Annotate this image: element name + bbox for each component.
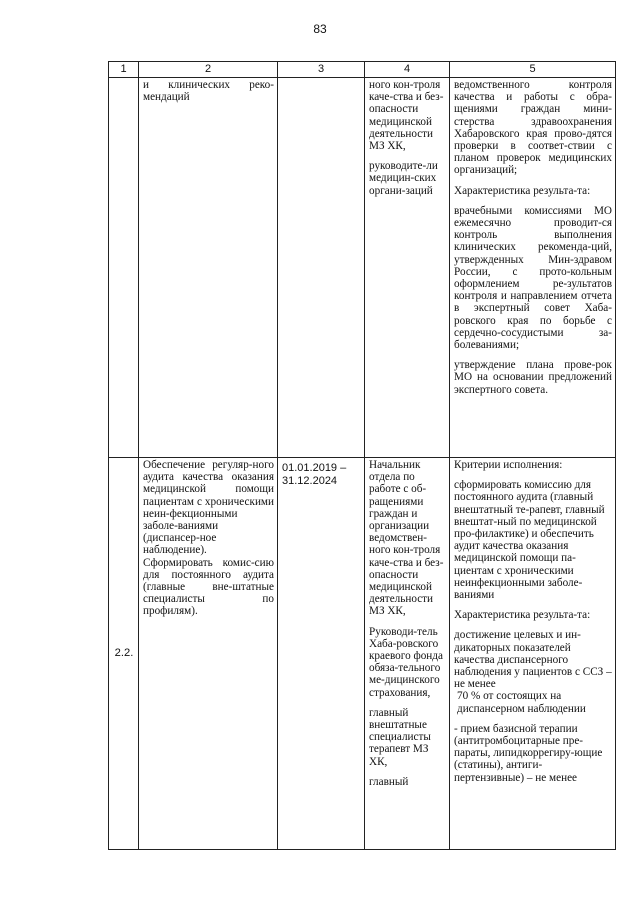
result-text: 70 % от состоящих на диспансерном наблюдении xyxy=(457,690,586,715)
header-cell-3: 3 xyxy=(278,62,365,78)
measure-cell xyxy=(139,458,278,850)
period-cell: 01.01.2019 – 31.12.2024 xyxy=(278,458,365,850)
table-row-continued xyxy=(109,78,616,458)
header-cell-1: 1 xyxy=(109,62,139,78)
result-cell xyxy=(450,458,616,850)
responsible-text: Начальник отдела по работе с об-ращениями граждан и организации ведомствен-ного кон-троля каче-ства и без-опасности медицинской деятельности МЗ ХК, xyxy=(369,459,444,618)
header-cell-5: 5 xyxy=(450,62,616,78)
responsible-text: Руководи-тель Хаба-ровского краевого фонда обяза-тельного ме-дицинского страхования, xyxy=(369,625,443,699)
measure-cell xyxy=(139,78,278,458)
row-number-cell: 2.2. xyxy=(109,458,139,850)
result-cell xyxy=(450,78,616,458)
table-row-2-2 xyxy=(109,458,616,850)
header-cell-2: 2 xyxy=(139,62,278,78)
measure-text: Обеспечение регуляр-ного аудита качества оказания медицинской помощи пациентам с хроническими неин-фекционными заболе-ваниями (диспансер-ное наблюдение). Сформировать комис-сию для постоянного аудита (главные вне-штатные специалисты по профилям). xyxy=(143,459,274,618)
result-text: врачебными комиссиями МО ежемесячно проводит-ся контроль выполнения клинических рекоменда-ций, утвержденных Мин-здравом России, с прото-кольным оформлением ре-зультатов контроля и направлением отчета в экспертный совет Хаба-ровского края по борьбе с сердечно-сосудистыми за-болеваниями; xyxy=(454,204,612,352)
measures-table xyxy=(108,61,616,850)
result-text: ведомственного контроля качества и работы с обра-щениями граждан мини-стерства здравоохранения Хабаровского края прово-дятся проверки в соответ-ствии с планом проверок медицинских организаций; xyxy=(454,79,612,177)
responsible-text: главный внештатные специалисты терапевт МЗ ХК, xyxy=(369,706,431,768)
page-number: 83 xyxy=(313,22,327,36)
result-text: достижение целевых и ин-дикаторных показателей качества диспансерного наблюдения у пациентов с ССЗ – не менее xyxy=(454,629,612,691)
result-text: утверждение плана прове-рок МО на основании предложений экспертного совета. xyxy=(454,359,612,396)
responsible-cell xyxy=(365,78,450,458)
result-heading: Характеристика результа-та: xyxy=(454,184,591,197)
responsible-text: главный xyxy=(369,775,409,788)
responsible-cell xyxy=(365,458,450,850)
header-row xyxy=(109,62,616,78)
result-text: сформировать комиссию для постоянного аудита (главный внештатный те-рапевт, главный внештат-ный по медицинской про-филактике) и обеспечить аудит качества оказания медицинской помощи па-циентам с хроническими неинфекционными заболе-ваниями xyxy=(454,479,605,602)
row-number-cell xyxy=(109,78,139,458)
responsible-text: руководите-ли медицин-ских органи-заций xyxy=(369,160,438,197)
header-cell-4: 4 xyxy=(365,62,450,78)
period-cell xyxy=(278,78,365,458)
result-heading: Характеристика результа-та: xyxy=(454,609,591,622)
responsible-text: ного кон-троля каче-ства и без-опасности медицинской деятельности МЗ ХК, xyxy=(369,79,444,153)
result-heading: Критерии исполнения: xyxy=(454,459,563,471)
result-text: - прием базисной терапии (антитромбоцитарные пре-параты, липидкоррегиру-ющие (статины), антиги-пертензивные) – не менее xyxy=(454,722,603,784)
measure-text: и клинических реко-мендаций xyxy=(143,79,274,104)
